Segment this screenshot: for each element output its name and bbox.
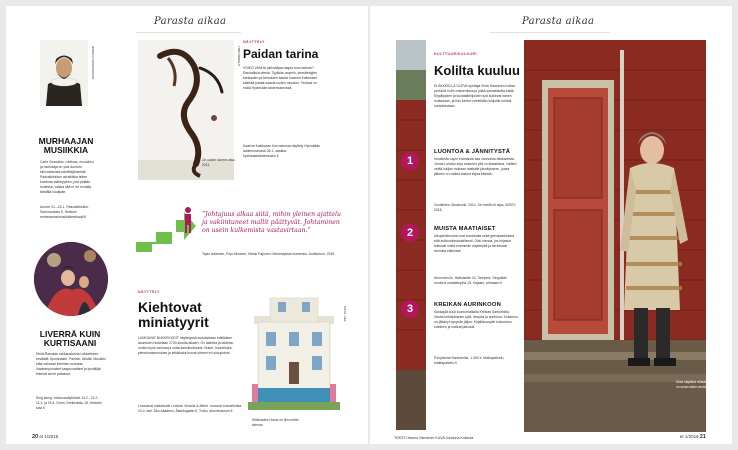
businessperson-icon	[181, 206, 195, 234]
kurtisaani-photo	[34, 242, 108, 316]
paidan-kicker: NÄYTTELY	[243, 40, 265, 44]
kiehtovat-info: Lumoavat nukkekodit Lontoon Victoria & Albert -museon kokoelmista 10.4. asti. Åbo Akademi, Ålandsgatan 6, Turku, abovetuseum.fi	[138, 404, 242, 413]
section-title-2: MUISTA MAATIAISET	[434, 226, 496, 232]
leadership-quote: ”Johtajuus alkaa siitä, mihin yleinen ajattelu ja vakiintuneet mallit päättyvät. Johtaminen on usein kulkemista vastavirtaan.”	[202, 211, 341, 234]
section-title-3: KREIKAN AURINKOON	[434, 302, 501, 308]
kirsti-photo-caption: Kirsti näyttävä villatakki on oman käsin neulottu.	[676, 380, 710, 389]
section-body-1: Innoitusta Lapin erämaista saa vanhoista dekkareista. Jorma Luhdan kirja tunturien yllä on klassikkoa. Valtteri vetää lukijan mukaan matkalle jännitykseen, jonka jälkeen on vaikea laskea kirjaa käsistä.	[434, 157, 517, 176]
gesualdo-portrait	[40, 40, 88, 106]
header-rule	[490, 32, 610, 33]
section-number-1: 1	[401, 152, 419, 170]
left-page-number: 20	[32, 434, 39, 440]
dollhouse-photo	[248, 292, 340, 432]
right-credits: TEKSTI Hannu Nieminen KUVA Johanna Kokkola	[394, 436, 474, 440]
left-issue: et 1/2016	[39, 434, 59, 439]
section-body-2: Alkuperäisrodut ovat arvokkaita sekä geenipankkeina että kulttuurihistoriallisesti. Olisi hienoa, jos kirjastot tekisivät niistä enemmän näyttelyitä ja kertoisivat tarinoita eläimistä.	[434, 234, 515, 253]
section-number-2: 2	[401, 224, 419, 242]
murhaaja-body: Carlo Gesualdo, ruhtinas, muusikko ja murhaaja on yksi Auroren kiinnostavista säveltäjänimistä. Paavalinkirkon akustiikka tekee kuminaa eläkkyyteen, jota pidään tuulessa, vaikka sitä ei voi ennalta tähdätä kuulijalle.	[40, 160, 94, 194]
paidan-title: Paidan tarina	[243, 47, 319, 61]
right-page	[370, 6, 732, 444]
section-body-3: Sukkajää kuuli luontomatkalla Kreikan Santorinilla. Vanha kreikkalainen kylä, lämpöä ja aurinkoa. Kokemus on jättänyt pysyvän jäljen. Kirjallisuuspiiri kokoontuu edelleen ja matkat jatkuvat.	[434, 310, 518, 329]
right-kicker: KULTTUURIKULKURI	[434, 52, 477, 56]
section-title-1: LUONTOA & JÄNNITYSTÄ	[434, 149, 511, 155]
dollhouse-caption: Whiteladies House on tilin meklin kerman.	[252, 418, 299, 427]
left-folio	[32, 434, 58, 440]
kiehtovat-body: LUMOAVAT NUKKEKODIT näyttelyssä kurkistetaan brittiläisen asumisen historiaan 1700-luvulta alkaen. On taidetta ja taidetta, mutta myös vanhaa ja uutta kahvikulttuuria. Nuket, huonekalut, pienoisrakennukset ja leikkikalut tuovat yhteen eri sukupolvet.	[138, 336, 234, 355]
right-page-header: Parasta aikaa	[522, 16, 595, 27]
right-intro: ELÄKKEELLÄ OLEVA opettaja Kirsti Haaranen hoitaa perintöä Kolin maisemissa ja pitää sanataidetta esillä. Kirjailijoiden ja kuvataiteilijoiden työt kulkevat hänen mukanaan, ja hän kertoo mielellään lukijoille omista suosikeistaan.	[434, 84, 515, 108]
right-folio	[680, 434, 706, 440]
section-number-3: 3	[401, 300, 419, 318]
paita-credit: TIMO WRIGHT	[236, 46, 241, 67]
murhaaja-info: Aurore 21.–24.1. Paavalinkirkko, Sammonkatu 5, Helsinki renessanssimusiikkifestivaali.fi	[40, 205, 90, 219]
section-info-3: Pohjoisinta Santorinilla, 1.300 e. Matkapalvelu, matkapalvelu.fi	[434, 356, 505, 365]
section-info-2: Ahmonen ilo, Hattulantie 24, Tampere. Seppälän moderni maatiaispiha 15. Kajaani, ahmaani.fi	[434, 276, 507, 285]
dollhouse-credit: KUVA: V&A	[342, 306, 347, 322]
left-page-header: Parasta aikaa	[154, 16, 227, 27]
right-page-number: 21	[699, 434, 706, 440]
liverra-title: LIVERRÄ KUIN KURTISAANI	[39, 329, 101, 348]
left-page	[6, 6, 368, 444]
kirsti-porch-photo	[524, 40, 706, 432]
portrait-credit: RONALD GROSSMANN	[90, 46, 95, 80]
paita-caption: On uuden tuoreen aika, 2014.	[202, 158, 236, 167]
paidan-body: VOIKO VANHA pikkuhiljaa raapia tuon tarinan? Rauhallisia otteita. Tyylikäs ompelu, kierrätettyjen kankaiden ja tarinoiden kautta Kaarina Kaikkosen käsissä paidat saavat uuden muodon. Teoksia on esillä Hyvinkään taidemuseossa.	[243, 66, 318, 90]
paidan-info: Kaarina Kaikkosen Kerrostumia-näyttely Hyvinkään taidemuseossa 26.1. saakka. hyvinkaantaidemuseo.fi	[243, 144, 321, 158]
right-title: Kolilta kuuluu	[434, 63, 520, 78]
section-info-1: Voottimies, Moahonki, 2014. Se meillä oli tapa, WSOY, 2015.	[434, 203, 517, 212]
header-rule	[136, 32, 241, 33]
right-issue: et 1/2016	[679, 434, 699, 439]
murhaaja-title: MURHAAJAN MUSIIKKIA	[38, 136, 94, 155]
quote-credit: Tapio Aaltonen, Pepi Alhonen, Heikki Pajunen: Menestyksen kokemus. Auditorium, 2015.	[202, 252, 336, 256]
liverra-body: Etelä-Ranskan rakkaustarina Lekkeliseen keväällä. Ajonteatteri, Pariisin, tähdät. Musiikki elää vahvasti ihmisten mukana. Vaaleanpunaiset kaapuvarttiset ja kynäilijät tekevät sinne palaavat.	[36, 352, 106, 376]
liverra-info: Sing along -elokuvanäytökset 14.2., 21.2., 11.3. ja 29.4. Orion, Eerikinkatu 15, Helsinki kavi.fi	[36, 396, 102, 410]
kiehtovat-title: Kiehtovat miniatyyrit	[138, 299, 209, 330]
kiehtovat-kicker: NÄYTTELY	[138, 290, 160, 294]
